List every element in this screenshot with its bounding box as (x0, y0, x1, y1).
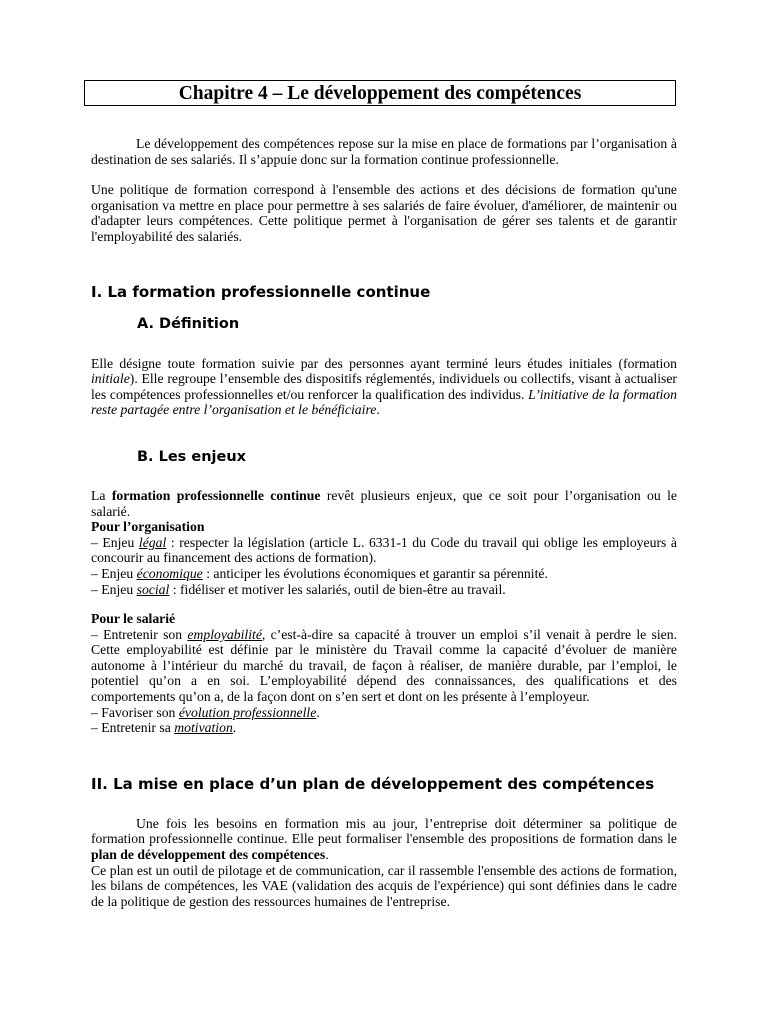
chapter-title: Chapitre 4 – Le développement des compétences (84, 80, 676, 106)
term-initiale: initiale (91, 371, 130, 387)
keyword-economique: économique (136, 565, 203, 581)
keyword-legal: légal (138, 534, 167, 550)
organisation-heading: Pour l’organisation (91, 519, 205, 535)
document-body (91, 136, 677, 909)
plan-paragraph-2: Ce plan est un outil de pilotage et de communication, car il rassemble l'ensemble des actions de formation, les bilans de compétences, les VAE (validation des acquis de l'expérience) qui sont définies dans le cadre de la politique de gestion des ressources humaines de l'entreprise. (91, 862, 677, 909)
salarie-heading: Pour le salarié (91, 611, 176, 627)
section-1-heading: I. La formation professionnelle continue (91, 282, 431, 301)
list-item: – Enjeu économique : anticiper les évolutions économiques et garantir sa pérennité. (91, 565, 548, 581)
term-plan-developpement: plan de développement des compétences (91, 847, 326, 863)
subsection-b-heading: B. Les enjeux (137, 448, 246, 465)
subsection-a-heading: A. Définition (137, 315, 240, 332)
keyword-motivation: motivation (174, 720, 233, 736)
section-2-heading: II. La mise en place d’un plan de développement des compétences (91, 774, 655, 793)
intro-paragraph-1: Le développement des compétences repose sur la mise en place de formations par l’organisation à destination de ses salariés. Il s’appuie donc sur la formation continue professionnelle. (91, 136, 677, 167)
list-item: – Enjeu social : fidéliser et motiver les salariés, outil de bien-être au travail. (91, 581, 506, 597)
definition-paragraph: Elle désigne toute formation suivie par des personnes ayant terminé leurs études initiales (formation initiale). Elle regroupe l’ensemble des dispositifs réglementés, individuels ou collectifs, visant à actualiser les compétences professionnelles et/ou renforcer la qualification des individus. L’initiative de la formation reste partagée entre l’organisation et le bénéficiaire. (91, 355, 677, 418)
keyword-employabilite: employabilité (187, 626, 262, 642)
definition-emphasis: L’initiative de la formation reste partagée entre l’organisation et le bénéficiaire (91, 386, 677, 418)
list-item: – Entretenir sa motivation. (91, 720, 237, 736)
intro-paragraph-2: Une politique de formation correspond à l'ensemble des actions et des décisions de formation qu'une organisation va mettre en place pour permettre à ses salariés de faire évoluer, d'améliorer, de maintenir ou d'adapter leurs compétences. Cette politique permet à l'organisation de gérer ses talents et de garantir l'employabilité des salariés. (91, 182, 677, 244)
list-item: – Enjeu légal : respecter la législation (article L. 6331-1 du Code du travail qui oblige les employeurs à concourir au financement des actions de formation). (91, 534, 677, 566)
list-item: – Favoriser son évolution professionnelle. (91, 704, 320, 720)
plan-paragraph-1: Une fois les besoins en formation mis au jour, l’entreprise doit déterminer sa politique de formation professionnelle continue. Elle peut formaliser l'ensemble des propositions de formation dans le plan de développement des compétences. (91, 815, 677, 863)
enjeux-intro-paragraph: La formation professionnelle continue revêt plusieurs enjeux, que ce soit pour l’organisation ou le salarié. (91, 487, 677, 519)
keyword-evolution: évolution professionnelle (178, 704, 317, 720)
list-item: – Entretenir son employabilité, c’est-à-dire sa capacité à trouver un emploi s’il venait à perdre le sien. Cette employabilité est définie par le ministère du Travail comme la capacité d’évoluer de manière autonome à l’intérieur du marché du travail, de façon à réaliser, de manière durable, par l’emploi, le potentiel qu’on a en soi. L’employabilité dépend des connaissances, des qualifications et des comportements qu’on a, de la façon dont on s’en sert et dont on les présente à l’employeur. (91, 626, 677, 705)
term-formation-continue: formation professionnelle continue (111, 487, 321, 503)
keyword-social: social (136, 581, 170, 597)
